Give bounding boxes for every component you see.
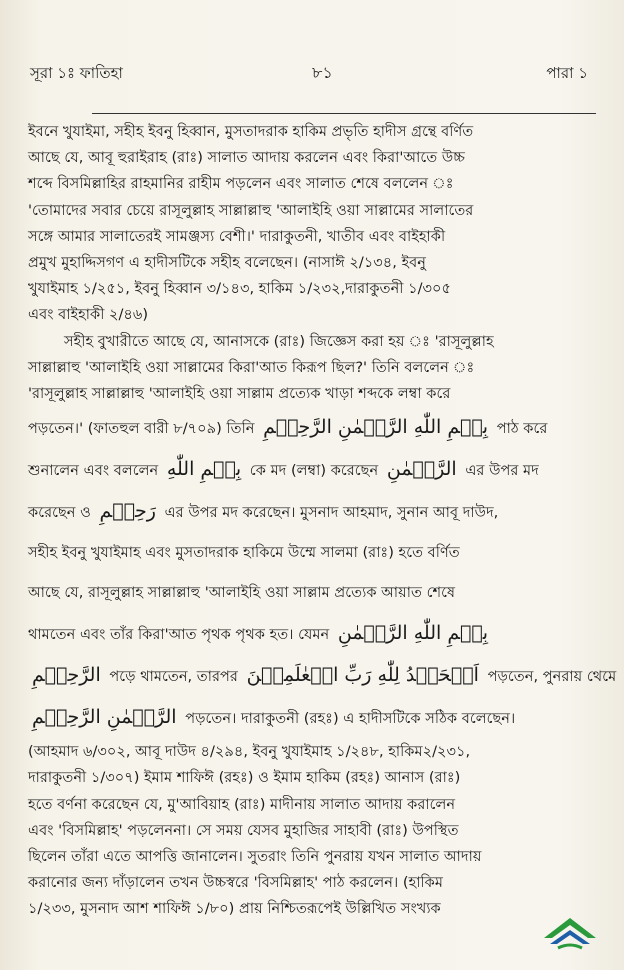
text-line-15: সহীহ ইবনু খুযাইমাহ এবং মুসতাদরাক হাকিমে উম্মে সালমা (রাঃ) হতে বর্ণিত — [28, 544, 460, 562]
para-label: পারা ১ — [546, 64, 588, 82]
text-line-17 — [28, 613, 598, 655]
text-line-23: এবং 'বিসমিল্লাহ' পড়লেননা। সে সময় যেসব মুহাজির সাহাবী (রাঃ) উপস্থিত — [28, 821, 459, 839]
text-line-22: হতে বর্ণনা করেছেন যে, মু'আবিয়াহ (রাঃ) মাদীনায় সালাত আদায় করালেন — [28, 795, 456, 813]
text-line-4: 'তোমাদের সবার চেয়ে রাসূলুল্লাহ সাল্লাল্লাহু 'আলাইহি ওয়া সাল্লামের সালাতের — [28, 201, 474, 219]
header-rule — [92, 113, 596, 114]
text-line-5: সঙ্গে আমার সালাতেরই সামঞ্জস্য বেশী।' দারাকুতনী, খাতীব এবং বাইহাকী — [28, 227, 446, 245]
line14-text-a: করেছেন ও — [28, 504, 91, 522]
page-header — [22, 58, 594, 86]
text-line-24: ছিলেন তাঁরা এতে আপত্তি জানালেন। সুতরাং তিনি পুনরায় যখন সালাত আদায় — [28, 848, 482, 866]
body-text — [28, 119, 617, 923]
line19-text-a: পড়তেন। দারাকুতনী (রহঃ) এ হাদীসটিকে সঠিক বলেছেন। — [185, 710, 516, 728]
arabic-rahman-rahim: الرَّحۡمٰنِ الرَّحِيۡمِ — [32, 706, 177, 729]
text-line-7: খুযাইমাহ ১/২৫১, ইবনু হিব্বান ৩/১৪৩, হাকিম ১/২৩২,দারাকুতনী ১/৩০৫ — [28, 280, 451, 298]
text-line-10: সাল্লাল্লাহু 'আলাইহি ওয়া সাল্লামের কিরা'আত কিরূপ ছিল?' তিনি বললেন ঃ — [28, 358, 475, 376]
line12-text-b: পাঠ করে — [496, 420, 548, 438]
text-line-18 — [28, 655, 617, 697]
arabic-bismillah: بِسۡمِ اللّٰهِ — [166, 458, 242, 481]
arabic-alhamdu: اَلۡحَمۡدُ لِلّٰهِ رَبِّ الۡعٰلَمِيۡنَ — [246, 664, 479, 687]
line18-text-a: পড়ে থামতেন, তারপর — [109, 668, 238, 686]
line17-text-a: থামতেন এবং তাঁর কিরা'আত পৃথক পৃথক হত। যেমন — [28, 626, 330, 644]
text-line-2: আছে যে, আবূ হুরাইরাহ (রাঃ) সালাত আদায় করলেন এবং কিরা'আতে উচ্চ — [28, 149, 465, 167]
text-line-21: দারাকুতনী ১/৩০৭) ইমাম শাফিঈ (রহঃ) ও ইমাম হাকিম (রহঃ) আনাস (রাঃ) — [28, 769, 461, 787]
arabic-rahim: رَحِيۡمِ — [99, 500, 156, 523]
text-line-11: 'রাসূলুল্লাহ সাল্লাল্লাহু 'আলাইহি ওয়া সাল্লাম প্রত্যেক খাড়া শব্দকে লম্বা করে — [28, 385, 451, 403]
text-line-1: ইবনে খুযাইমা, সহীহ ইবনু হিব্বান, মুসতাদরাক হাকিম প্রভৃতি হাদীস গ্রন্থে বর্ণিত — [28, 123, 474, 140]
text-line-25: করানোর জন্য দাঁড়ালেন তখন উচ্চস্বরে 'বিসমিল্লাহ' পাঠ করলেন। (হাকিম — [28, 874, 443, 892]
line14-text-b: এর উপর মদ করেছেন। মুসনাদ আহমাদ, সুনান আবূ দাউদ, — [164, 504, 499, 522]
text-line-20: (আহমাদ ৬/৩০২, আবূ দাউদ ৪/২৯৪, ইবনু খুযাইমাহ ১/২৪৮, হাকিম২/২৩১, — [28, 743, 471, 761]
line13-text-b: কে মদ (লম্বা) করেছেন — [249, 462, 379, 480]
text-line-3: শব্দে বিসমিল্লাহির রাহমানির রাহীম পড়লেন এবং সালাত শেষে বললেন ঃ — [28, 175, 454, 193]
line13-text-a: শুনালেন এবং বললেন — [28, 462, 159, 480]
surah-label: সূরা ১ঃ ফাতিহা — [30, 64, 123, 82]
text-line-8: এবং বাইহাকী ২/৪৬) — [28, 306, 149, 324]
text-line-9: সহীহ বুখারীতে আছে যে, আনাসকে (রাঃ) জিজ্ঞেস করা হয় ঃ 'রাসূলুল্লাহ — [64, 332, 494, 350]
text-line-16: আছে যে, রাসূলুল্লাহ সাল্লাল্লাহু 'আলাইহি ওয়া সাল্লাম প্রত্যেক আয়াত শেষে — [28, 584, 456, 602]
line13-text-c: এর উপর মদ — [465, 462, 539, 480]
page-number: ৮১ — [312, 63, 333, 82]
line18-text-b: পড়তেন, পুনরায় থেমে — [487, 668, 617, 686]
text-line-13 — [28, 449, 598, 491]
arabic-rahim-2: الرَّحِيۡمِ — [32, 664, 101, 687]
text-line-19 — [28, 697, 598, 739]
text-line-6: প্রমুখ মুহাদ্দিসগণ এ হাদীসটিকে সহীহ বলেছেন। (নাসাঈ ২/১৩৪, ইবনু — [28, 254, 426, 272]
text-line-26: ১/২৩৩, মুসনাদ আশ শাফিঈ ১/৮০) প্রায় নিশ্চিতরূপেই উল্লিখিত সংখ্যক — [28, 900, 441, 918]
arabic-rahman: الرَّحۡمٰنِ — [386, 458, 457, 481]
arabic-basmala: بِسۡمِ اللّٰهِ الرَّحۡمٰنِ الرَّحِيۡمِ — [263, 416, 489, 439]
arabic-bismillah-rahman: بِسۡمِ اللّٰهِ الرَّحۡمٰنِ — [337, 622, 489, 645]
publisher-logo-icon — [538, 912, 602, 952]
line12-text-a: পড়তেন।' (ফাতহুল বারী ৮/৭০৯) তিনি — [28, 420, 255, 438]
text-line-14 — [28, 491, 598, 533]
text-line-12 — [28, 407, 598, 449]
